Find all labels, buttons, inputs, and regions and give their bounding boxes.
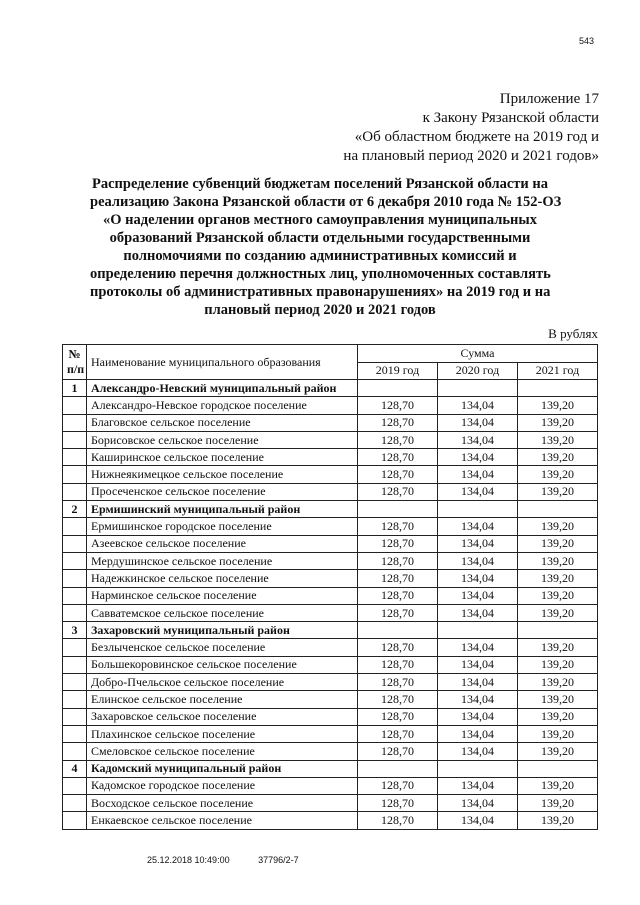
table-row [63,587,598,604]
table-row [63,656,598,673]
amount-2021: 139,20 [518,535,598,552]
settlement-name: Благовское сельское поселение [87,414,358,431]
row-number-cell [63,777,87,794]
amount-2019: 128,70 [358,674,438,691]
title-line: «О наделении органов местного самоуправления муниципальных [103,212,537,228]
settlement-name: Добро-Пчельское сельское поселение [87,674,358,691]
amount-2020: 134,04 [438,414,518,431]
table-row [63,570,598,587]
table-row [63,639,598,656]
amount-2019: 128,70 [358,552,438,569]
settlement-name: Азеевское сельское поселение [87,535,358,552]
amount-2019: 128,70 [358,570,438,587]
district-name: Ермишинский муниципальный район [87,501,358,518]
row-number-cell [63,656,87,673]
amount-2019: 128,70 [358,777,438,794]
amount-2021: 139,20 [518,466,598,483]
amount-2020: 134,04 [438,725,518,742]
row-number-cell [63,725,87,742]
empty-cell [438,501,518,518]
district-number: 3 [63,622,87,639]
settlement-name: Савватемское сельское поселение [87,604,358,621]
title-line: полномочиями по созданию административных комиссий и [123,248,517,264]
settlement-name: Кадомское городское поселение [87,777,358,794]
title-line: Распределение субвенций бюджетам поселений Рязанской области на [92,176,548,192]
amount-2020: 134,04 [438,743,518,760]
header-name: Наименование муниципального образования [87,345,358,380]
settlement-name: Александро-Невское городское поселение [87,397,358,414]
amount-2020: 134,04 [438,552,518,569]
amount-2019: 128,70 [358,483,438,500]
amount-2019: 128,70 [358,795,438,812]
footer [147,855,325,865]
row-number-cell [63,674,87,691]
row-number-cell [63,587,87,604]
amount-2021: 139,20 [518,656,598,673]
row-number-cell [63,570,87,587]
header-sum: Сумма [358,345,598,363]
empty-cell [438,380,518,397]
amount-2021: 139,20 [518,518,598,535]
appendix-heading [343,90,599,166]
empty-cell [518,622,598,639]
amount-2019: 128,70 [358,414,438,431]
footer-doc-id: 37796/2-7 [258,855,299,865]
empty-cell [358,622,438,639]
row-number-cell [63,431,87,448]
settlement-name: Нижнеякимецкое сельское поселение [87,466,358,483]
amount-2019: 128,70 [358,691,438,708]
amount-2020: 134,04 [438,449,518,466]
amount-2019: 128,70 [358,743,438,760]
table-row [63,604,598,621]
row-number-cell [63,708,87,725]
table-row [63,725,598,742]
amount-2020: 134,04 [438,431,518,448]
empty-cell [358,760,438,777]
amount-2019: 128,70 [358,587,438,604]
amount-2020: 134,04 [438,483,518,500]
empty-cell [518,380,598,397]
title-line: плановый период 2020 и 2021 годов [204,302,436,318]
empty-cell [438,760,518,777]
table-row [63,708,598,725]
district-name: Александро-Невский муниципальный район [87,380,358,397]
table-row [63,449,598,466]
district-row [63,501,598,518]
row-number-cell [63,639,87,656]
header-number-line1: № [68,347,81,361]
settlement-name: Большекоровинское сельское поселение [87,656,358,673]
district-row [63,622,598,639]
amount-2021: 139,20 [518,725,598,742]
amount-2021: 139,20 [518,708,598,725]
amount-2020: 134,04 [438,795,518,812]
amount-2020: 134,04 [438,570,518,587]
amount-2019: 128,70 [358,466,438,483]
settlement-name: Каширинское сельское поселение [87,449,358,466]
table-row [63,795,598,812]
settlement-name: Просеченское сельское поселение [87,483,358,500]
header-number [63,345,87,380]
table-body [63,380,598,830]
settlement-name: Мердушинское сельское поселение [87,552,358,569]
amount-2019: 128,70 [358,604,438,621]
settlement-name: Ермишинское городское поселение [87,518,358,535]
row-number-cell [63,535,87,552]
amount-2020: 134,04 [438,535,518,552]
subvention-table [62,344,598,830]
amount-2020: 134,04 [438,397,518,414]
district-number: 2 [63,501,87,518]
amount-2019: 128,70 [358,725,438,742]
district-number: 1 [63,380,87,397]
amount-2020: 134,04 [438,708,518,725]
amount-2021: 139,20 [518,674,598,691]
amount-2020: 134,04 [438,656,518,673]
row-number-cell [63,414,87,431]
amount-2020: 134,04 [438,587,518,604]
table-row [63,535,598,552]
amount-2019: 128,70 [358,535,438,552]
header-2021: 2021 год [518,362,598,380]
amount-2020: 134,04 [438,639,518,656]
table-row [63,743,598,760]
header-number-line2: п/п [67,362,85,376]
amount-2021: 139,20 [518,570,598,587]
row-number-cell [63,483,87,500]
amount-2019: 128,70 [358,708,438,725]
district-row [63,760,598,777]
amount-2021: 139,20 [518,483,598,500]
amount-2019: 128,70 [358,656,438,673]
row-number-cell [63,743,87,760]
table-row [63,431,598,448]
district-name: Захаровский муниципальный район [87,622,358,639]
settlement-name: Борисовское сельское поселение [87,431,358,448]
row-number-cell [63,691,87,708]
amount-2021: 139,20 [518,587,598,604]
amount-2019: 128,70 [358,518,438,535]
row-number-cell [63,604,87,621]
title-line: реализацию Закона Рязанской области от 6 декабря 2010 года № 152-ОЗ [90,194,562,210]
appendix-line: «Об областном бюджете на 2019 год и [354,129,599,145]
district-number: 4 [63,760,87,777]
table-row [63,483,598,500]
row-number-cell [63,449,87,466]
table-row [63,414,598,431]
amount-2019: 128,70 [358,397,438,414]
appendix-line: Приложение 17 [499,91,599,107]
amount-2019: 128,70 [358,639,438,656]
amount-2020: 134,04 [438,777,518,794]
amount-2021: 139,20 [518,604,598,621]
amount-2021: 139,20 [518,777,598,794]
amount-2021: 139,20 [518,552,598,569]
amount-2020: 134,04 [438,604,518,621]
empty-cell [518,501,598,518]
header-2020: 2020 год [438,362,518,380]
title-line: протоколы об административных правонарушениях» на 2019 год и на [90,284,551,300]
row-number-cell [63,812,87,829]
amount-2020: 134,04 [438,691,518,708]
row-number-cell [63,397,87,414]
amount-2021: 139,20 [518,397,598,414]
amount-2019: 128,70 [358,812,438,829]
table-row [63,674,598,691]
amount-2020: 134,04 [438,674,518,691]
district-name: Кадомский муниципальный район [87,760,358,777]
amount-2021: 139,20 [518,431,598,448]
settlement-name: Смеловское сельское поселение [87,743,358,760]
settlement-name: Захаровское сельское поселение [87,708,358,725]
table-row [63,552,598,569]
document-title [90,175,562,319]
appendix-line: на плановый период 2020 и 2021 годов» [343,148,599,164]
table-row [63,812,598,829]
row-number-cell [63,466,87,483]
table-row [63,691,598,708]
amount-2021: 139,20 [518,449,598,466]
empty-cell [438,622,518,639]
table-row [63,466,598,483]
amount-2020: 134,04 [438,466,518,483]
settlement-name: Надежкинское сельское поселение [87,570,358,587]
table-row [63,518,598,535]
row-number-cell [63,795,87,812]
title-line: определению перечня должностных лиц, уполномоченных составлять [90,266,551,282]
title-line: образований Рязанской области отдельными государственными [109,230,531,246]
page-number: 543 [579,36,595,46]
settlement-name: Енкаевское сельское поселение [87,812,358,829]
amount-2021: 139,20 [518,639,598,656]
settlement-name: Плахинское сельское поселение [87,725,358,742]
settlement-name: Восходское сельское поселение [87,795,358,812]
amount-2019: 128,70 [358,431,438,448]
header-2019: 2019 год [358,362,438,380]
appendix-line: к Закону Рязанской области [422,110,599,126]
amount-2021: 139,20 [518,795,598,812]
amount-2020: 134,04 [438,518,518,535]
amount-2020: 134,04 [438,812,518,829]
units-label: В рублях [548,326,598,341]
empty-cell [518,760,598,777]
settlement-name: Безлыченское сельское поселение [87,639,358,656]
row-number-cell [63,518,87,535]
amount-2021: 139,20 [518,414,598,431]
table-header-row [63,345,598,363]
table-row [63,397,598,414]
empty-cell [358,380,438,397]
district-row [63,380,598,397]
amount-2021: 139,20 [518,743,598,760]
amount-2021: 139,20 [518,812,598,829]
empty-cell [358,501,438,518]
settlement-name: Елинское сельское поселение [87,691,358,708]
settlement-name: Нарминское сельское поселение [87,587,358,604]
amount-2021: 139,20 [518,691,598,708]
row-number-cell [63,552,87,569]
table-row [63,777,598,794]
amount-2019: 128,70 [358,449,438,466]
footer-timestamp: 25.12.2018 10:49:00 [147,855,230,865]
